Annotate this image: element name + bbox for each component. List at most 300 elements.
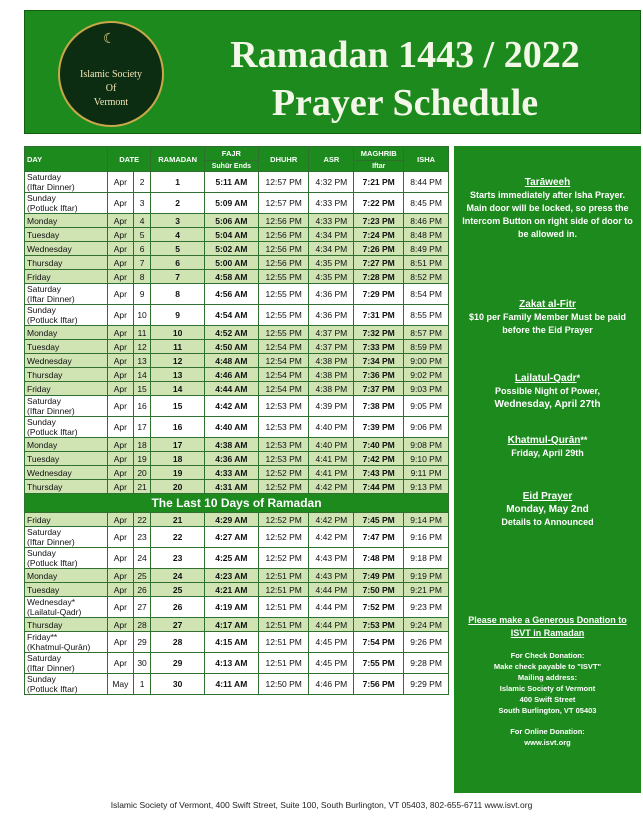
fajr-cell: 4:23 AM: [204, 569, 258, 583]
maghrib-cell: 7:43 PM: [354, 466, 404, 480]
taraweeh-text: Starts immediately after Isha Prayer. Main door will be locked, so press the Intercom Button on right side of door to be allowed in.: [462, 190, 633, 239]
ramadan-day-cell: 8: [151, 284, 204, 305]
day-cell: [25, 653, 108, 674]
asr-cell: 4:40 PM: [309, 417, 354, 438]
fajr-cell: 4:17 AM: [204, 618, 258, 632]
mail-label: Mailing address:: [517, 673, 578, 682]
table-row: [25, 597, 449, 618]
day-name: Wednesday: [27, 467, 72, 478]
table-row: [25, 214, 449, 228]
last-ten-days-band: [25, 494, 449, 513]
day-note: (Iftar Dinner): [27, 663, 75, 673]
dhuhr-cell: 12:51 PM: [258, 569, 309, 583]
isvt-logo: [58, 21, 164, 127]
asr-cell: 4:44 PM: [309, 618, 354, 632]
table-row: [25, 438, 449, 452]
dhuhr-cell: 12:56 PM: [258, 214, 309, 228]
maghrib-cell: 7:44 PM: [354, 480, 404, 494]
mail-line-1: Islamic Society of Vermont: [499, 684, 596, 693]
asr-cell: 4:33 PM: [309, 214, 354, 228]
maghrib-cell: 7:33 PM: [354, 340, 404, 354]
ramadan-day-cell: 21: [151, 513, 204, 527]
table-row: [25, 527, 449, 548]
asr-cell: 4:43 PM: [309, 569, 354, 583]
dhuhr-cell: 12:52 PM: [258, 548, 309, 569]
day-name: Saturday: [27, 284, 62, 294]
day-name: Thursday: [27, 369, 63, 380]
dhuhr-cell: 12:53 PM: [258, 396, 309, 417]
date-cell: 19: [133, 452, 151, 466]
isha-cell: 8:51 PM: [404, 256, 449, 270]
day-name: Sunday: [27, 417, 56, 427]
maghrib-cell: 7:54 PM: [354, 632, 404, 653]
isha-cell: 9:11 PM: [404, 466, 449, 480]
month-cell: Apr: [108, 193, 134, 214]
asr-cell: 4:44 PM: [309, 583, 354, 597]
fajr-cell: 4:13 AM: [204, 653, 258, 674]
isha-cell: 9:10 PM: [404, 452, 449, 466]
date-cell: 6: [133, 242, 151, 256]
asr-cell: 4:40 PM: [309, 438, 354, 452]
dhuhr-cell: 12:51 PM: [258, 583, 309, 597]
month-cell: Apr: [108, 326, 134, 340]
day-name: Tuesday: [27, 229, 60, 240]
day-cell: [25, 368, 108, 382]
ramadan-day-cell: 25: [151, 583, 204, 597]
ramadan-day-cell: 10: [151, 326, 204, 340]
eid-section: [460, 490, 635, 529]
dhuhr-cell: 12:52 PM: [258, 480, 309, 494]
table-row: [25, 452, 449, 466]
fajr-cell: 4:25 AM: [204, 548, 258, 569]
taraweeh-section: [460, 176, 635, 241]
fajr-cell: 5:02 AM: [204, 242, 258, 256]
asr-cell: 4:42 PM: [309, 480, 354, 494]
maghrib-cell: 7:45 PM: [354, 513, 404, 527]
table-row: [25, 417, 449, 438]
date-cell: 7: [133, 256, 151, 270]
zakat-title: Zakat al-Fitr: [519, 299, 576, 310]
date-cell: 3: [133, 193, 151, 214]
day-cell: [25, 417, 108, 438]
day-name: Friday: [27, 383, 51, 394]
month-cell: Apr: [108, 228, 134, 242]
month-cell: Apr: [108, 396, 134, 417]
isha-cell: 9:18 PM: [404, 548, 449, 569]
date-cell: 11: [133, 326, 151, 340]
table-row: [25, 569, 449, 583]
isha-cell: 8:48 PM: [404, 228, 449, 242]
asr-cell: 4:36 PM: [309, 284, 354, 305]
dhuhr-cell: 12:50 PM: [258, 674, 309, 695]
day-cell: [25, 480, 108, 494]
maghrib-cell: 7:40 PM: [354, 438, 404, 452]
month-cell: Apr: [108, 172, 134, 193]
asr-cell: 4:38 PM: [309, 382, 354, 396]
asr-cell: 4:38 PM: [309, 354, 354, 368]
isha-cell: 9:29 PM: [404, 674, 449, 695]
fajr-cell: 4:42 AM: [204, 396, 258, 417]
asr-cell: 4:35 PM: [309, 256, 354, 270]
date-cell: 8: [133, 270, 151, 284]
day-note: (Iftar Dinner): [27, 294, 75, 304]
dhuhr-cell: 12:53 PM: [258, 452, 309, 466]
taraweeh-title: Tarāweeh: [524, 177, 571, 188]
table-row: [25, 618, 449, 632]
dhuhr-cell: 12:53 PM: [258, 417, 309, 438]
online-url[interactable]: www.isvt.org: [524, 738, 571, 747]
ramadan-day-cell: 4: [151, 228, 204, 242]
isha-cell: 9:24 PM: [404, 618, 449, 632]
month-cell: Apr: [108, 417, 134, 438]
col-header-day: DAY: [25, 147, 108, 172]
fajr-cell: 4:44 AM: [204, 382, 258, 396]
day-cell: [25, 256, 108, 270]
crescent-moon-icon: ☾: [103, 31, 116, 47]
maghrib-cell: 7:29 PM: [354, 284, 404, 305]
donation-section: [460, 614, 635, 748]
lailatul-title: Lailatul-Qadr: [514, 373, 577, 384]
dhuhr-cell: 12:55 PM: [258, 326, 309, 340]
col-header-fajr: FAJR: [204, 147, 258, 161]
maghrib-cell: 7:31 PM: [354, 305, 404, 326]
ramadan-day-cell: 19: [151, 466, 204, 480]
online-title: For Online Donation:: [510, 727, 585, 736]
table-row: [25, 548, 449, 569]
date-cell: 26: [133, 583, 151, 597]
date-cell: 22: [133, 513, 151, 527]
fajr-cell: 5:09 AM: [204, 193, 258, 214]
fajr-cell: 4:56 AM: [204, 284, 258, 305]
ramadan-day-cell: 2: [151, 193, 204, 214]
ramadan-day-cell: 17: [151, 438, 204, 452]
month-cell: Apr: [108, 214, 134, 228]
asr-cell: 4:39 PM: [309, 396, 354, 417]
maghrib-cell: 7:38 PM: [354, 396, 404, 417]
asr-cell: 4:46 PM: [309, 674, 354, 695]
isha-cell: 9:02 PM: [404, 368, 449, 382]
day-cell: [25, 242, 108, 256]
day-note: (Potluck Iftar): [27, 203, 78, 213]
ramadan-day-cell: 18: [151, 452, 204, 466]
date-cell: 14: [133, 368, 151, 382]
subheader-iftar: Iftar: [354, 161, 404, 172]
day-cell: [25, 172, 108, 193]
ramadan-day-cell: 16: [151, 417, 204, 438]
page-subtitle: Prayer Schedule: [271, 82, 539, 124]
month-cell: May: [108, 674, 134, 695]
day-cell: [25, 438, 108, 452]
isha-cell: 8:55 PM: [404, 305, 449, 326]
asr-cell: 4:45 PM: [309, 632, 354, 653]
ramadan-day-cell: 6: [151, 256, 204, 270]
day-name: Saturday: [27, 396, 62, 406]
isha-cell: 9:19 PM: [404, 569, 449, 583]
date-cell: 16: [133, 396, 151, 417]
day-cell: [25, 548, 108, 569]
isha-cell: 9:14 PM: [404, 513, 449, 527]
month-cell: Apr: [108, 256, 134, 270]
day-name: Saturday: [27, 527, 62, 537]
col-header-dhuhr: DHUHR: [258, 147, 309, 172]
isha-cell: 9:26 PM: [404, 632, 449, 653]
table-row: [25, 466, 449, 480]
asr-cell: 4:41 PM: [309, 452, 354, 466]
date-cell: 4: [133, 214, 151, 228]
maghrib-cell: 7:37 PM: [354, 382, 404, 396]
month-cell: Apr: [108, 242, 134, 256]
date-cell: 5: [133, 228, 151, 242]
day-name: Sunday: [27, 548, 56, 558]
day-name: Sunday: [27, 674, 56, 684]
fajr-cell: 4:21 AM: [204, 583, 258, 597]
mail-line-2: 400 Swift Street: [519, 695, 576, 704]
ramadan-day-cell: 12: [151, 354, 204, 368]
col-header-maghrib: MAGHRIB: [354, 147, 404, 161]
month-cell: Apr: [108, 368, 134, 382]
fajr-cell: 4:48 AM: [204, 354, 258, 368]
asr-cell: 4:42 PM: [309, 527, 354, 548]
isha-cell: 9:16 PM: [404, 527, 449, 548]
day-note: (Iftar Dinner): [27, 537, 75, 547]
day-note: (Potluck Iftar): [27, 427, 78, 437]
day-name: Tuesday: [27, 453, 60, 464]
day-note: (Khatmul-Qurān): [27, 642, 91, 652]
fajr-cell: 4:33 AM: [204, 466, 258, 480]
subheader-suhur: Suhūr Ends: [204, 161, 258, 172]
asr-cell: 4:34 PM: [309, 228, 354, 242]
check-text: Make check payable to "ISVT": [493, 662, 602, 671]
maghrib-cell: 7:50 PM: [354, 583, 404, 597]
day-name: Monday: [27, 570, 58, 581]
fajr-cell: 4:46 AM: [204, 368, 258, 382]
month-cell: Apr: [108, 480, 134, 494]
asr-cell: 4:34 PM: [309, 242, 354, 256]
asr-cell: 4:32 PM: [309, 172, 354, 193]
date-cell: 28: [133, 618, 151, 632]
isha-cell: 8:44 PM: [404, 172, 449, 193]
maghrib-cell: 7:55 PM: [354, 653, 404, 674]
page-title: Ramadan 1443 / 2022: [230, 34, 580, 76]
isha-cell: 8:45 PM: [404, 193, 449, 214]
day-name: Wednesday: [27, 355, 72, 366]
date-cell: 17: [133, 417, 151, 438]
dhuhr-cell: 12:56 PM: [258, 242, 309, 256]
month-cell: Apr: [108, 527, 134, 548]
table-row: [25, 340, 449, 354]
month-cell: Apr: [108, 452, 134, 466]
date-cell: 27: [133, 597, 151, 618]
lailatul-text-1: Possible Night of Power,: [494, 386, 601, 396]
maghrib-cell: 7:27 PM: [354, 256, 404, 270]
day-cell: [25, 193, 108, 214]
isha-cell: 8:54 PM: [404, 284, 449, 305]
date-cell: 25: [133, 569, 151, 583]
date-cell: 10: [133, 305, 151, 326]
day-cell: [25, 452, 108, 466]
isha-cell: 8:49 PM: [404, 242, 449, 256]
eid-title: Eid Prayer: [522, 491, 573, 502]
dhuhr-cell: 12:55 PM: [258, 270, 309, 284]
month-cell: Apr: [108, 653, 134, 674]
table-row: [25, 284, 449, 305]
fajr-cell: 4:27 AM: [204, 527, 258, 548]
donation-title: Please make a Generous Donation to ISVT in Ramadan: [468, 615, 627, 638]
month-cell: Apr: [108, 513, 134, 527]
day-cell: [25, 354, 108, 368]
day-cell: [25, 569, 108, 583]
ramadan-day-cell: 23: [151, 548, 204, 569]
info-sidebar: [454, 146, 641, 793]
day-cell: [25, 270, 108, 284]
maghrib-cell: 7:22 PM: [354, 193, 404, 214]
fajr-cell: 4:52 AM: [204, 326, 258, 340]
maghrib-cell: 7:42 PM: [354, 452, 404, 466]
date-cell: 21: [133, 480, 151, 494]
fajr-cell: 5:00 AM: [204, 256, 258, 270]
asr-cell: 4:41 PM: [309, 466, 354, 480]
table-row: [25, 382, 449, 396]
month-cell: Apr: [108, 548, 134, 569]
maghrib-cell: 7:48 PM: [354, 548, 404, 569]
table-row: [25, 193, 449, 214]
asr-cell: 4:37 PM: [309, 326, 354, 340]
month-cell: Apr: [108, 597, 134, 618]
table-row: [25, 326, 449, 340]
isha-cell: 9:00 PM: [404, 354, 449, 368]
table-row: [25, 632, 449, 653]
header-banner: [24, 10, 641, 134]
month-cell: Apr: [108, 354, 134, 368]
eid-text-2: Details to Announced: [501, 517, 594, 527]
month-cell: Apr: [108, 632, 134, 653]
month-cell: Apr: [108, 583, 134, 597]
asr-cell: 4:33 PM: [309, 193, 354, 214]
ramadan-day-cell: 20: [151, 480, 204, 494]
day-name: Monday: [27, 327, 58, 338]
last-ten-days-label: The Last 10 Days of Ramadan: [25, 494, 449, 513]
dhuhr-cell: 12:51 PM: [258, 597, 309, 618]
date-cell: 18: [133, 438, 151, 452]
day-name: Saturday: [27, 172, 62, 182]
dhuhr-cell: 12:54 PM: [258, 340, 309, 354]
fajr-cell: 4:54 AM: [204, 305, 258, 326]
fajr-cell: 4:38 AM: [204, 438, 258, 452]
dhuhr-cell: 12:55 PM: [258, 305, 309, 326]
day-name: Sunday: [27, 305, 56, 315]
ramadan-day-cell: 5: [151, 242, 204, 256]
date-cell: 13: [133, 354, 151, 368]
ramadan-day-cell: 29: [151, 653, 204, 674]
table-row: [25, 172, 449, 193]
lailatul-text-2: Wednesday, April 27th: [494, 399, 601, 410]
dhuhr-cell: 12:56 PM: [258, 228, 309, 242]
day-name: Monday: [27, 215, 58, 226]
ramadan-day-cell: 13: [151, 368, 204, 382]
check-title: For Check Donation:: [510, 651, 585, 660]
day-name: Friday: [27, 514, 51, 525]
dhuhr-cell: 12:51 PM: [258, 653, 309, 674]
ramadan-day-cell: 14: [151, 382, 204, 396]
day-name: Friday**: [27, 632, 58, 642]
day-cell: [25, 305, 108, 326]
isha-cell: 8:46 PM: [404, 214, 449, 228]
day-name: Wednesday*: [27, 597, 76, 607]
isha-cell: 9:08 PM: [404, 438, 449, 452]
day-cell: [25, 632, 108, 653]
prayer-schedule-table: [24, 146, 449, 695]
fajr-cell: 5:04 AM: [204, 228, 258, 242]
asr-cell: 4:43 PM: [309, 548, 354, 569]
maghrib-cell: 7:36 PM: [354, 368, 404, 382]
table-row: [25, 228, 449, 242]
maghrib-cell: 7:39 PM: [354, 417, 404, 438]
maghrib-cell: 7:56 PM: [354, 674, 404, 695]
date-cell: 24: [133, 548, 151, 569]
dhuhr-cell: 12:54 PM: [258, 382, 309, 396]
asr-cell: 4:38 PM: [309, 368, 354, 382]
maghrib-cell: 7:34 PM: [354, 354, 404, 368]
ramadan-day-cell: 7: [151, 270, 204, 284]
day-name: Wednesday: [27, 243, 72, 254]
dhuhr-cell: 12:51 PM: [258, 632, 309, 653]
maghrib-cell: 7:47 PM: [354, 527, 404, 548]
dhuhr-cell: 12:55 PM: [258, 284, 309, 305]
dhuhr-cell: 12:52 PM: [258, 513, 309, 527]
zakat-text: $10 per Family Member Must be paid before the Eid Prayer: [468, 312, 627, 335]
table-row: [25, 368, 449, 382]
day-name: Sunday: [27, 193, 56, 203]
day-note: (Potluck Iftar): [27, 315, 78, 325]
month-cell: Apr: [108, 305, 134, 326]
maghrib-cell: 7:52 PM: [354, 597, 404, 618]
asr-cell: 4:37 PM: [309, 340, 354, 354]
isha-cell: 8:52 PM: [404, 270, 449, 284]
fajr-cell: 4:50 AM: [204, 340, 258, 354]
table-row: [25, 480, 449, 494]
ramadan-day-cell: 9: [151, 305, 204, 326]
ramadan-day-cell: 26: [151, 597, 204, 618]
logo-line-3: Vermont: [93, 97, 129, 108]
col-header-date: DATE: [108, 147, 151, 172]
isha-cell: 9:05 PM: [404, 396, 449, 417]
day-cell: [25, 466, 108, 480]
eid-text-1: Monday, May 2nd: [506, 504, 589, 515]
day-cell: [25, 382, 108, 396]
isha-cell: 9:23 PM: [404, 597, 449, 618]
logo-line-2: Of: [105, 83, 117, 94]
mail-line-3: South Burlington, VT 05403: [498, 706, 597, 715]
day-cell: [25, 326, 108, 340]
isha-cell: 9:06 PM: [404, 417, 449, 438]
maghrib-cell: 7:24 PM: [354, 228, 404, 242]
day-name: Monday: [27, 439, 58, 450]
day-cell: [25, 284, 108, 305]
table-row: [25, 354, 449, 368]
table-row: [25, 513, 449, 527]
lailatul-section: [460, 372, 635, 411]
day-cell: [25, 340, 108, 354]
fajr-cell: 5:11 AM: [204, 172, 258, 193]
date-cell: 1: [133, 674, 151, 695]
date-cell: 30: [133, 653, 151, 674]
fajr-cell: 4:31 AM: [204, 480, 258, 494]
ramadan-day-cell: 22: [151, 527, 204, 548]
table-row: [25, 396, 449, 417]
maghrib-cell: 7:21 PM: [354, 172, 404, 193]
dhuhr-cell: 12:53 PM: [258, 438, 309, 452]
fajr-cell: 4:29 AM: [204, 513, 258, 527]
